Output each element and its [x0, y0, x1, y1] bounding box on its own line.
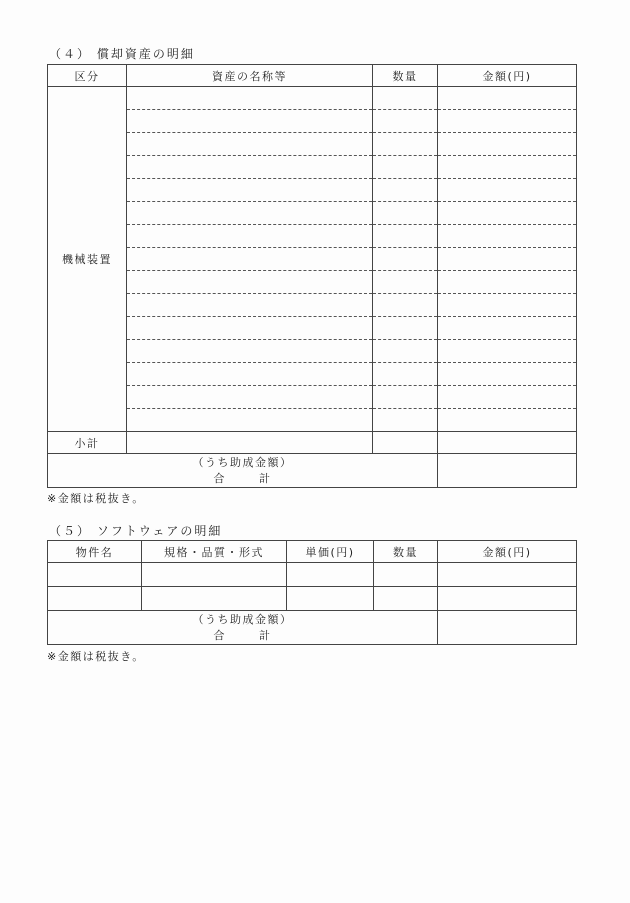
amount-cell[interactable] — [438, 248, 577, 271]
quantity-cell[interactable] — [373, 386, 438, 409]
amount-cell[interactable] — [438, 363, 577, 386]
table-row — [48, 363, 577, 386]
table-row — [48, 317, 577, 340]
header-unit-price: 単価(円) — [287, 541, 374, 563]
header-asset-name: 資産の名称等 — [127, 65, 373, 87]
subsidy-label: （うち助成金額） — [192, 455, 293, 469]
table-row — [48, 202, 577, 225]
amount-cell[interactable] — [438, 317, 577, 340]
asset-name-cell[interactable] — [127, 87, 373, 110]
asset-name-cell[interactable] — [127, 294, 373, 317]
software-table — [47, 540, 577, 645]
asset-name-cell[interactable] — [127, 386, 373, 409]
asset-name-cell[interactable] — [127, 202, 373, 225]
category-machinery: 機械装置 — [48, 87, 127, 432]
asset-name-cell[interactable] — [127, 179, 373, 202]
table-row — [48, 156, 577, 179]
total-label-cell — [48, 611, 438, 645]
total-row — [48, 611, 577, 645]
asset-name-cell[interactable] — [127, 340, 373, 363]
amount-cell[interactable] — [438, 110, 577, 133]
total-label: 合 計 — [213, 628, 272, 642]
header-quantity: 数量 — [374, 541, 438, 563]
section5-note: ※金額は税抜き。 — [47, 650, 145, 663]
header-amount: 金額(円) — [438, 65, 577, 87]
table-row — [48, 248, 577, 271]
spec-cell[interactable] — [142, 587, 287, 611]
subtotal-amount-cell[interactable] — [438, 432, 577, 454]
quantity-cell[interactable] — [373, 363, 438, 386]
amount-cell[interactable] — [438, 563, 577, 587]
quantity-cell[interactable] — [373, 110, 438, 133]
table-row — [48, 340, 577, 363]
amount-cell[interactable] — [438, 271, 577, 294]
header-category: 区分 — [48, 65, 127, 87]
amount-cell[interactable] — [438, 587, 577, 611]
table-row — [48, 409, 577, 432]
amount-cell[interactable] — [438, 225, 577, 248]
asset-name-cell[interactable] — [127, 110, 373, 133]
quantity-cell[interactable] — [373, 202, 438, 225]
subtotal-label: 小計 — [48, 432, 127, 454]
table-row — [48, 179, 577, 202]
total-label-cell — [48, 454, 438, 488]
asset-name-cell[interactable] — [127, 133, 373, 156]
depreciable-assets-table — [47, 64, 577, 488]
table-row — [48, 271, 577, 294]
quantity-cell[interactable] — [374, 587, 438, 611]
quantity-cell[interactable] — [373, 87, 438, 110]
quantity-cell[interactable] — [373, 340, 438, 363]
table-row — [48, 87, 577, 110]
quantity-cell[interactable] — [373, 179, 438, 202]
amount-cell[interactable] — [438, 87, 577, 110]
header-item-name: 物件名 — [48, 541, 142, 563]
quantity-cell[interactable] — [373, 248, 438, 271]
table-row — [48, 587, 577, 611]
amount-cell[interactable] — [438, 340, 577, 363]
header-spec: 規格・品質・形式 — [142, 541, 287, 563]
quantity-cell[interactable] — [373, 156, 438, 179]
item-name-cell[interactable] — [48, 587, 142, 611]
unit-price-cell[interactable] — [287, 587, 374, 611]
quantity-cell[interactable] — [373, 294, 438, 317]
asset-name-cell[interactable] — [127, 317, 373, 340]
table-row — [48, 563, 577, 587]
section4-note: ※金額は税抜き。 — [47, 492, 145, 505]
asset-name-cell[interactable] — [127, 225, 373, 248]
amount-cell[interactable] — [438, 179, 577, 202]
quantity-cell[interactable] — [374, 563, 438, 587]
section4-title: （４） 償却資産の明細 — [49, 47, 195, 61]
total-amount-cell[interactable] — [438, 454, 577, 488]
quantity-cell[interactable] — [373, 225, 438, 248]
table-row — [48, 294, 577, 317]
total-row — [48, 454, 577, 488]
table-row — [48, 133, 577, 156]
quantity-cell[interactable] — [373, 317, 438, 340]
amount-cell[interactable] — [438, 386, 577, 409]
subtotal-row — [48, 432, 577, 454]
header-quantity: 数量 — [373, 65, 438, 87]
amount-cell[interactable] — [438, 156, 577, 179]
asset-name-cell[interactable] — [127, 271, 373, 294]
item-name-cell[interactable] — [48, 563, 142, 587]
asset-name-cell[interactable] — [127, 409, 373, 432]
header-amount: 金額(円) — [438, 541, 577, 563]
amount-cell[interactable] — [438, 294, 577, 317]
quantity-cell[interactable] — [373, 133, 438, 156]
table-row — [48, 386, 577, 409]
asset-name-cell[interactable] — [127, 363, 373, 386]
total-label: 合 計 — [213, 471, 272, 485]
quantity-cell[interactable] — [373, 271, 438, 294]
subtotal-name-cell — [127, 432, 373, 454]
subsidy-label: （うち助成金額） — [192, 612, 293, 626]
spec-cell[interactable] — [142, 563, 287, 587]
asset-name-cell[interactable] — [127, 248, 373, 271]
amount-cell[interactable] — [438, 409, 577, 432]
unit-price-cell[interactable] — [287, 563, 374, 587]
table-row — [48, 225, 577, 248]
section5-title: （５） ソフトウェアの明細 — [49, 524, 223, 538]
amount-cell[interactable] — [438, 133, 577, 156]
asset-name-cell[interactable] — [127, 156, 373, 179]
total-amount-cell[interactable] — [438, 611, 577, 645]
amount-cell[interactable] — [438, 202, 577, 225]
quantity-cell[interactable] — [373, 409, 438, 432]
subtotal-quantity-cell[interactable] — [373, 432, 438, 454]
table-row — [48, 110, 577, 133]
